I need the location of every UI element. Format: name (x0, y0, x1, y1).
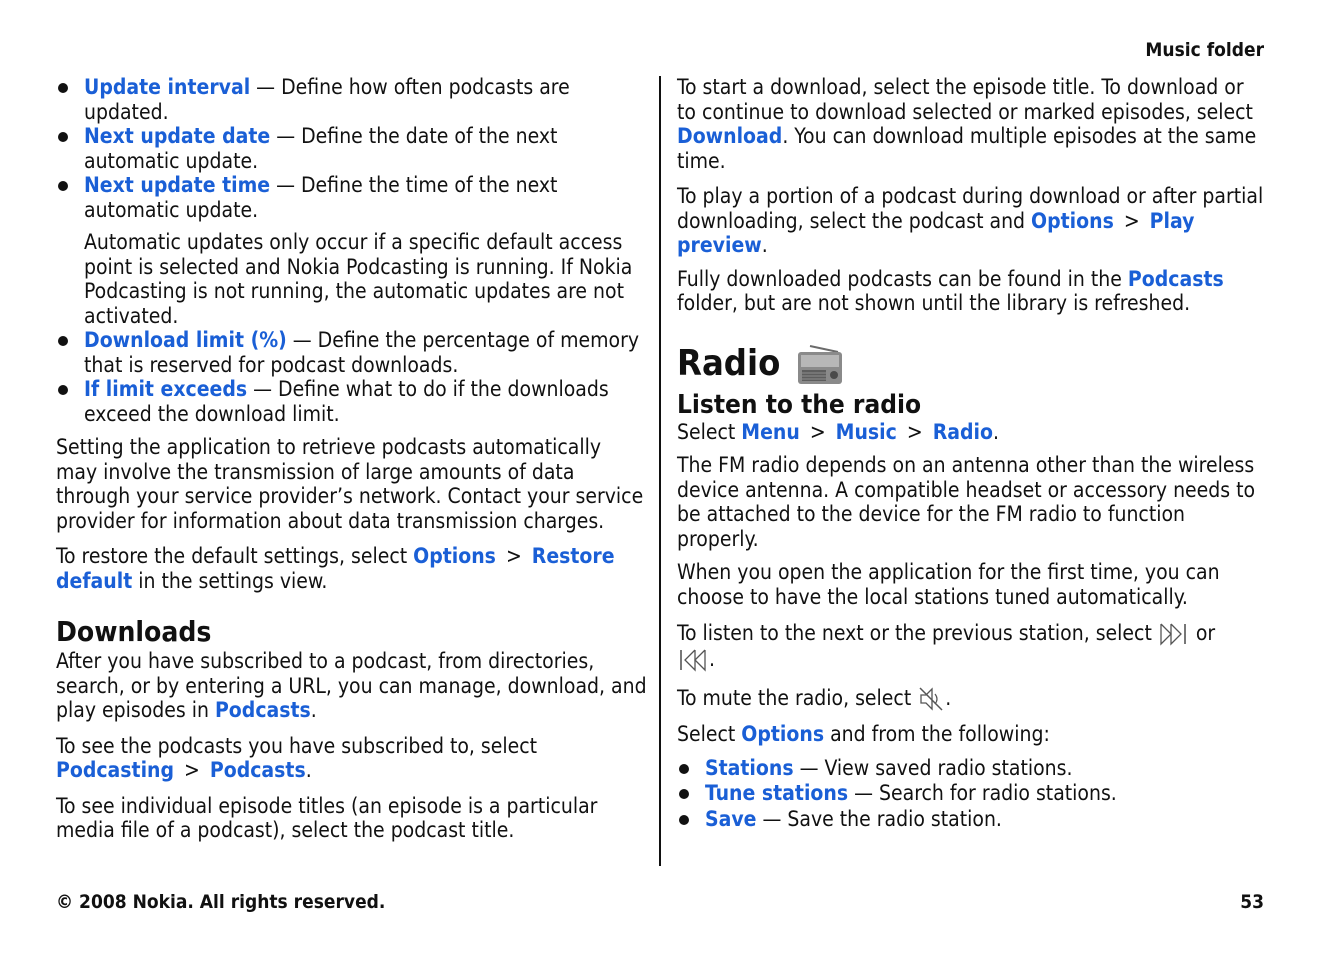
if-limit-exceeds-link[interactable]: If limit exceeds (84, 377, 248, 401)
restore-default-link[interactable]: Restore default (56, 544, 615, 593)
running-header: Music folder (1145, 39, 1264, 61)
fm-antenna-paragraph: The FM radio depends on an antenna other than the wireless device antenna. A compatible headset or accessory needs to be attached to the device for the FM radio to function properly. (677, 453, 1256, 551)
list-item: Tune stations — Search for radio stations. (677, 781, 1267, 807)
options-link[interactable]: Options (741, 722, 825, 746)
mute-paragraph: To mute the radio, select . (677, 685, 1267, 713)
stations-link[interactable]: Stations (705, 755, 794, 780)
list-item: Next update date — Define the date of the next automatic update. (56, 124, 648, 173)
list-item: Download limit (%) — Define the percentage of memory that is reserved for podcast downloads. (56, 328, 648, 377)
downloaded-podcasts-paragraph: Fully downloaded podcasts can be found in the Podcasts folder, but are not shown until the library is refreshed. (677, 266, 1224, 315)
save-link[interactable]: Save (705, 806, 757, 831)
list-item: Stations — View saved radio stations. (677, 756, 1267, 782)
list-item: Update interval — Define how often podcasts are updated. (56, 75, 648, 124)
podcast-update-settings-list (56, 75, 648, 222)
play-preview-paragraph: To play a portion of a podcast during download or after partial downloading, select the podcast and Options > Play preview. (677, 184, 1264, 257)
downloads-paragraph-2: To see the podcasts you have subscribed to, select Podcasting > Podcasts. (56, 733, 538, 782)
options-link[interactable]: Options (413, 544, 496, 568)
auto-update-note: Automatic updates only occur if a specific default access point is selected and Nokia Podcasting is running. If Nokia Podcasting is not running, the automatic updates are not activated. (84, 230, 633, 328)
first-time-paragraph: When you open the application for the first time, you can choose to have the local stations tuned automatically. (677, 560, 1220, 609)
select-radio-path: Select Menu > Music > Radio. (677, 419, 999, 444)
play-preview-link[interactable]: Play preview (677, 208, 1195, 257)
next-previous-paragraph: To listen to the next or the previous station, select or . (677, 621, 1216, 671)
listen-heading: Listen to the radio (677, 389, 922, 420)
start-download-paragraph: To start a download, select the episode title. To download or to continue to download selected or marked episodes, select Download. You can download multiple episodes at the same time. (677, 75, 1257, 173)
right-column (677, 75, 1267, 832)
downloads-paragraph-1: After you have subscribed to a podcast, from directories, search, or by entering a URL, you can manage, download, and play episodes in Podcasts. (56, 649, 647, 722)
mute-icon[interactable] (917, 685, 945, 713)
list-item: If limit exceeds — Define what to do if the downloads exceed the download limit. (56, 377, 648, 426)
download-link[interactable]: Download (677, 124, 783, 148)
tune-stations-link[interactable]: Tune stations (705, 781, 849, 805)
radio-link[interactable]: Radio (932, 419, 993, 444)
radio-heading: Radio (677, 342, 1267, 386)
list-item: Next update time — Define the time of the next automatic update. (56, 173, 648, 222)
column-divider (659, 76, 661, 866)
podcasts-link[interactable]: Podcasts (214, 698, 311, 722)
menu-link[interactable]: Menu (741, 419, 800, 444)
music-link[interactable]: Music (835, 419, 897, 444)
update-interval-link[interactable]: Update interval (84, 75, 251, 99)
radio-options-list (677, 756, 1267, 833)
downloads-paragraph-3: To see individual episode titles (an episode is a particular media file of a podcast), select the podcast title. (56, 793, 598, 842)
downloads-heading: Downloads (56, 615, 212, 648)
list-item: Save — Save the radio station. (677, 807, 1267, 833)
options-link[interactable]: Options (1031, 208, 1114, 233)
skip-forward-icon[interactable] (1158, 621, 1190, 647)
select-options-paragraph: Select Options and from the following: (677, 722, 1050, 746)
skip-back-icon[interactable] (677, 647, 709, 673)
podcast-download-settings-list (56, 328, 648, 426)
data-charges-paragraph: Setting the application to retrieve podcasts automatically may involve the transmission of large amounts of data through your service provider’s network. Contact your service provider for information about data transmission charges. (56, 435, 644, 533)
radio-icon (796, 342, 842, 386)
copyright-footer: © 2008 Nokia. All rights reserved. (56, 891, 386, 913)
page-number: 53 (1240, 891, 1264, 913)
next-update-date-link[interactable]: Next update date (84, 124, 271, 148)
left-column (56, 75, 648, 843)
podcasts-link[interactable]: Podcasts (1127, 266, 1224, 291)
podcasting-link[interactable]: Podcasting (56, 758, 175, 782)
restore-paragraph: To restore the default settings, select Options > Restore default in the settings view. (56, 544, 615, 593)
next-update-time-link[interactable]: Next update time (84, 173, 271, 197)
podcasts-link[interactable]: Podcasts (209, 758, 306, 782)
download-limit-link[interactable]: Download limit (%) (84, 328, 287, 352)
